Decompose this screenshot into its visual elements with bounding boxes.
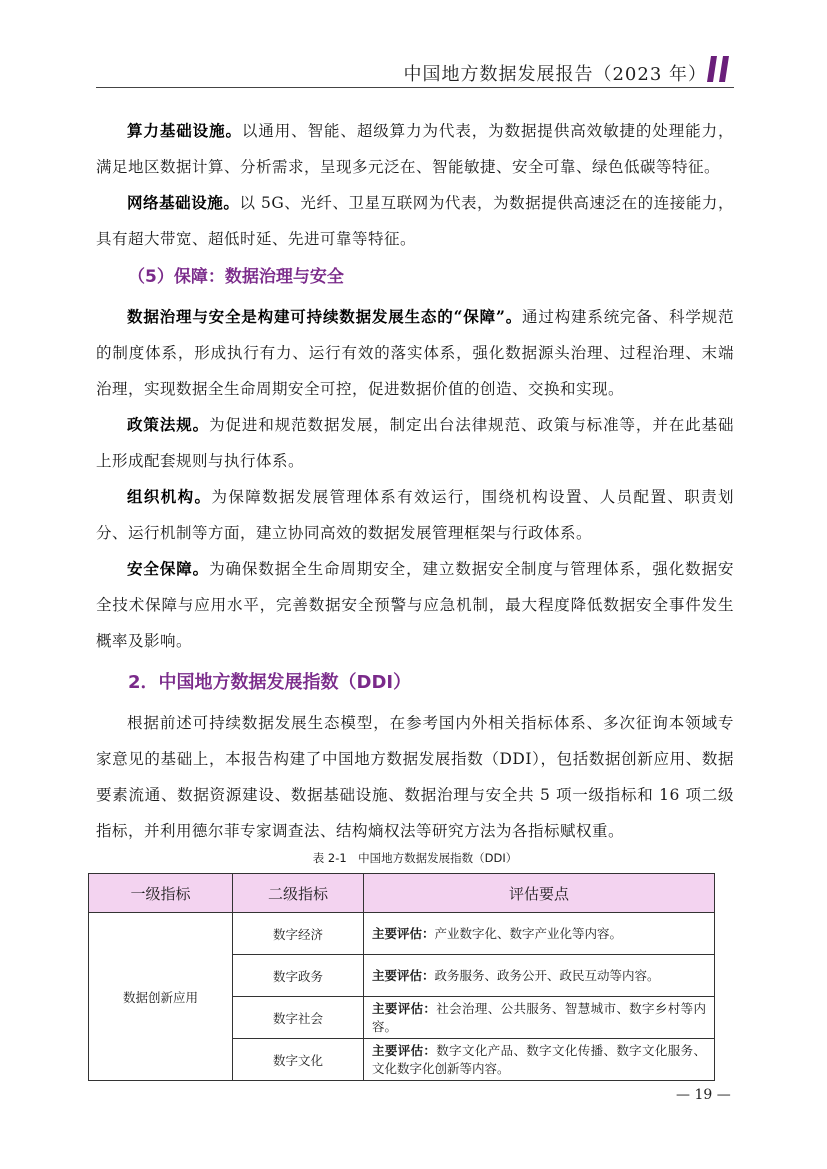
table-caption: 表 2-1 中国地方数据发展指数（DDI） <box>312 851 518 865</box>
table-header-row <box>89 874 715 913</box>
header-evaluation: 评估要点 <box>364 874 715 913</box>
evaluation-cell: 主要评估：社会治理、公共服务、智慧城市、数字乡村等内容。 <box>364 997 715 1039</box>
paragraph-policy: 政策法规。为促进和规范数据发展，制定出台法律规范、政策与标准等，并在此基础上形成配套规则与执行体系。 <box>96 415 734 470</box>
level1-cell: 数据创新应用 <box>89 913 233 1081</box>
evaluation-cell: 主要评估：产业数字化、数字产业化等内容。 <box>364 913 715 955</box>
level2-cell: 数字社会 <box>233 997 364 1039</box>
paragraph-organization: 组织机构。为保障数据发展管理体系有效运行，围绕机构设置、人员配置、职责划分、运行机制等方面，建立协同高效的数据发展管理框架与行政体系。 <box>96 487 734 542</box>
paragraph-governance: 数据治理与安全是构建可持续数据发展生态的“保障”。通过构建系统完备、科学规范的制度体系，形成执行有力、运行有效的落实体系，强化数据源头治理、过程治理、末端治理，实现数据全生命周期安全可控，促进数据价值的创造、交换和实现。 <box>96 307 734 398</box>
page-content <box>96 113 734 1081</box>
paragraph-network-infra: 网络基础设施。以 5G、光纤、卫星互联网为代表，为数据提供高速泛在的连接能力，具有超大带宽、超低时延、先进可靠等特征。 <box>96 193 734 248</box>
ddi-table <box>88 873 715 1081</box>
level2-cell: 数字政务 <box>233 955 364 997</box>
evaluation-cell: 主要评估：数字文化产品、数字文化传播、数字文化服务、文化数字化创新等内容。 <box>364 1039 715 1081</box>
subsection-heading: （5）保障：数据治理与安全 <box>128 267 344 287</box>
paragraph-security: 安全保障。为确保数据全生命周期安全，建立数据安全制度与管理体系，强化数据安全技术保障与应用水平，完善数据安全预警与应急机制，最大程度降低数据安全事件发生概率及影响。 <box>96 559 734 650</box>
header-bars-icon <box>705 54 735 84</box>
section-heading: 2．中国地方数据发展指数（DDI） <box>128 672 412 693</box>
running-header-title: 中国地方数据发展报告（2023 年） <box>403 64 707 85</box>
header-rule <box>96 87 734 88</box>
level2-cell: 数字文化 <box>233 1039 364 1081</box>
page-number: — 19 — <box>676 1087 731 1103</box>
paragraph-intro: 根据前述可持续数据发展生态模型，在参考国内外相关指标体系、多次征询本领域专家意见的基础上，本报告构建了中国地方数据发展指数（DDI），包括数据创新应用、数据要素流通、数据资源建设、数据基础设施、数据治理与安全共 5 项一级指标和 16 项二级指标，并利用德尔菲专家调查法、结构熵权法等研究方法为各指标赋权重。 <box>96 714 734 840</box>
level2-cell: 数字经济 <box>233 913 364 955</box>
header-level2: 二级指标 <box>233 874 364 913</box>
header-level1: 一级指标 <box>89 874 233 913</box>
table-row <box>89 913 715 955</box>
evaluation-cell: 主要评估：政务服务、政务公开、政民互动等内容。 <box>364 955 715 997</box>
paragraph-computing-infra: 算力基础设施。以通用、智能、超级算力为代表，为数据提供高效敏捷的处理能力，满足地区数据计算、分析需求，呈现多元泛在、智能敏捷、安全可靠、绿色低碳等特征。 <box>96 121 734 176</box>
